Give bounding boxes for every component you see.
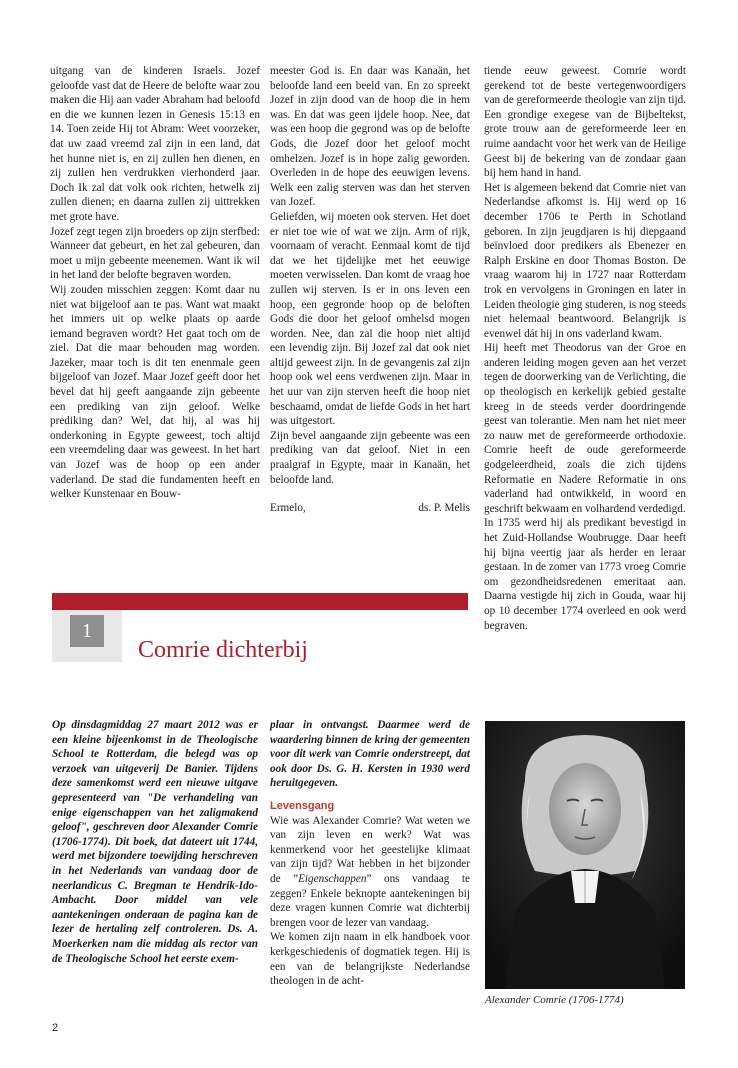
article-column-3 [484, 64, 686, 633]
paragraph: In 1735 werd hij als predikant bevestigd in het Zuid-Hollandse Woubrugge. Daar heeft hij bijna veertig jaar als herder en leraar gestaan. In de zomer van 1773 vroeg Comrie om gezondheidsredenen emeritaat aan. Daarna vestigde hij zich in Gouda, waar hij op 10 december 1774 overleed en ook werd begraven. [484, 517, 686, 632]
subheading-levensgang: Levensgang [270, 799, 335, 812]
signature [270, 501, 470, 516]
portrait-photo [485, 721, 685, 989]
paragraph: tiende eeuw geweest. Comrie wordt gerekend tot de beste vertegenwoordigers van de gereformeerde theologie van zijn tijd. Een grondige exegese van de Bijbeltekst, grote trouw aan de gereformeerde leer en ruime aandacht voor het werk van de Heilige Geest bij de bekering van de zondaar gaan bij hem hand in hand. [484, 65, 686, 180]
portrait-illustration [485, 721, 685, 989]
paragraph: Wie was Alexander Comrie? Wat weten we van zijn leven en werk? Wat was kenmerkend voor het geestelijke klimaat van zijn tijd? Wat hebben in het bijzonder de ”Eigenschappen” ons vandaag te zeggen? Enkele beknopte aantekeningen bij deze vragen kunnen Comrie wat dichterbij brengen voor de lezer van vandaag. [270, 814, 470, 929]
paragraph: Zijn bevel aangaande zijn gebeente was een prediking van dat geloof. Niet in een praalgraf in Egypte, maar in Kanaän, het beloofde land. [270, 429, 470, 486]
paragraph: Hij heeft met Theodorus van der Groe en anderen leiding mogen geven aan het verzet tegen de doorwerking van de Verlichting, die op theologisch en kerkelijk gebied gestalte kreeg in de steeds verder doordringende geest van tolerantie. Men nam het niet meer zo nauw met de gereformeerde orthodoxie. Comrie heeft de oude gereformeerde godgeleerdheid, zoals die zich tijdens Reformatie en Nadere Reformatie in ons vaderland had ontwikkeld, in woord en geschrift bekwaam en volhardend verdedigd. [484, 342, 686, 515]
paragraph: Geliefden, wij moeten ook sterven. Het doet er niet toe wie of wat we zijn. Arm of rijk, voornaam of veracht. Eenmaal komt de tijd dat we het tijdelijke met het eeuwige moeten verwisselen. Dan komt de vraag hoe zullen wij sterven. Is er in ons leven een hoop, een gegronde hoop op de beloften Gods die door het geloof omhelsd mogen worden. Nee, dan zal die hoop niet altijd een levendig zijn. Bij Jozef zal dat ook niet altijd geweest zijn. In de gevangenis zal zijn hoop ook wel eens verdwenen zijn. Maar in het uur van zijn sterven heeft die hoop niet beschaamd, omdat de liefde Gods in het hart was uitgestort. [270, 210, 470, 428]
paragraph: meester God is. En daar was Kanaän, het beloofde land een beeld van. En zo spreekt Jozef in zijn dood van de hoop die in hem was. En dat was geen ijdele hoop. Nee, dat was een hoop die gegrond was op de belofte Gods, die Jozef door het geloof mocht omhelzen. Jozef is in hope zalig geworden. Overleden in de hope des eeuwigen levens. Welk een zalig sterven was dan het sterven van Jozef. [270, 65, 470, 209]
page-number: 2 [52, 1022, 59, 1034]
paragraph: Wij zouden misschien zeggen: Komt daar nu niet wat bijgeloof aan te pas. Want wat maakt het immers uit op welke plaats op aarde iemand begraven wordt? Het gaat toch om de ziel. Dat die maar behouden mag worden. Jazeker, maar toch is dit ten enenmale geen bijgeloof van Jozef. Maar Jozef geeft door het bevel dat hij geeft aangaande zijn gebeente een prediking van zijn geloof. Welke prediking dan? Wel, dat hij, al was hij onderkoning in Egypte geweest, toch altijd een vreemdeling daar was geweest. In het hart van Jozef was de hoop op een ander vaderland. De stad die fundamenten heeft en welker Kunstenaar en Bouw- [50, 283, 260, 501]
paragraph: Het is algemeen bekend dat Comrie niet van Nederlandse afkomst is. Hij werd op 16 december 1706 te Perth in Schotland geboren. In zijn jeugdjaren is hij diepgaand beïnvloed door predikers als Ebenezer en Ralph Erskine en door Thomas Boston. De vraag waarom hij in 1727 naar Rotterdam trok en vervolgens in Groningen en later in Leiden theologie ging studeren, is nog steeds niet helemaal beantwoord. Belangrijk is evenwel dát hij in ons vaderland kwam. [484, 181, 686, 340]
section-title: Comrie dichterbij [138, 637, 308, 663]
paragraph: We komen zijn naam in elk handboek voor kerkgeschiedenis of dogmatiek tegen. Hij is een van de belangrijkste Nederlandse theologen in de acht- [270, 931, 470, 988]
section-divider-bar [52, 593, 468, 610]
section-number: 1 [70, 615, 104, 647]
signature-author: ds. P. Melis [418, 502, 470, 515]
paragraph: Jozef zegt tegen zijn broeders op zijn sterfbed: Wanneer dat gebeurt, en het zal gebeuren, dan moet u mijn gebeente meenemen. Want ik wil in het land der belofte begraven worden. [50, 225, 260, 282]
section-intro-continued: plaar in ontvangst. Daarmee werd de waardering binnen de kring der gemeenten voor dit werk van Comrie onderstreept, dat ook door Ds. G. H. Kersten in 1930 werd heruitgegeven. [270, 719, 470, 790]
article-column-2 [270, 64, 470, 516]
photo-caption: Alexander Comrie (1706-1774) [485, 994, 624, 1006]
section-intro: Op dinsdagmiddag 27 maart 2012 was er een kleine bijeenkomst in de Theologische School te Rotterdam, die belegd was op verzoek van uitgeverij De Banier. Tijdens deze samenkomst werd een nieuwe uitgave gepresenteerd van "De verhandeling van enige eigenschappen van het zaligmakend geloof", geschreven door Alexander Comrie (1706-1774). Dit boek, dat dateert uit 1744, werd met bijzondere toewijding herschreven in het Nederlands van vandaag door de neerlandicus C. Bregman te Hendrik-Ido-Ambacht. Door middel van vele aantekeningen onderaan de pagina kan de lezer de hertaling zelf controleren. Ds. A. Moerkerken nam die middag als rector van de Theologische School het eerste exem- [52, 719, 258, 965]
article-column-1 [50, 64, 260, 502]
article-column-2-lower [270, 718, 470, 989]
signature-place: Ermelo, [270, 502, 306, 515]
paragraph: uitgang van de kinderen Israels. Jozef geloofde vast dat de Heere de belofte waar zou maken die Hij aan vader Abraham had beloofd en die we kunnen lezen in Genesis 15:13 en 14. Toen zeide Hij tot Abram: Weet voorzeker, dat uw zaad vreemd zal zijn in een land, dat het hunne niet is, en zij zullen hen dienen, en zij zullen hen verdrukken vierhonderd jaar. Doch Ik zal dat volk ook richten, hetwelk zij zullen dienen; en daarna zullen zij uittrekken met grote have. [50, 65, 260, 223]
